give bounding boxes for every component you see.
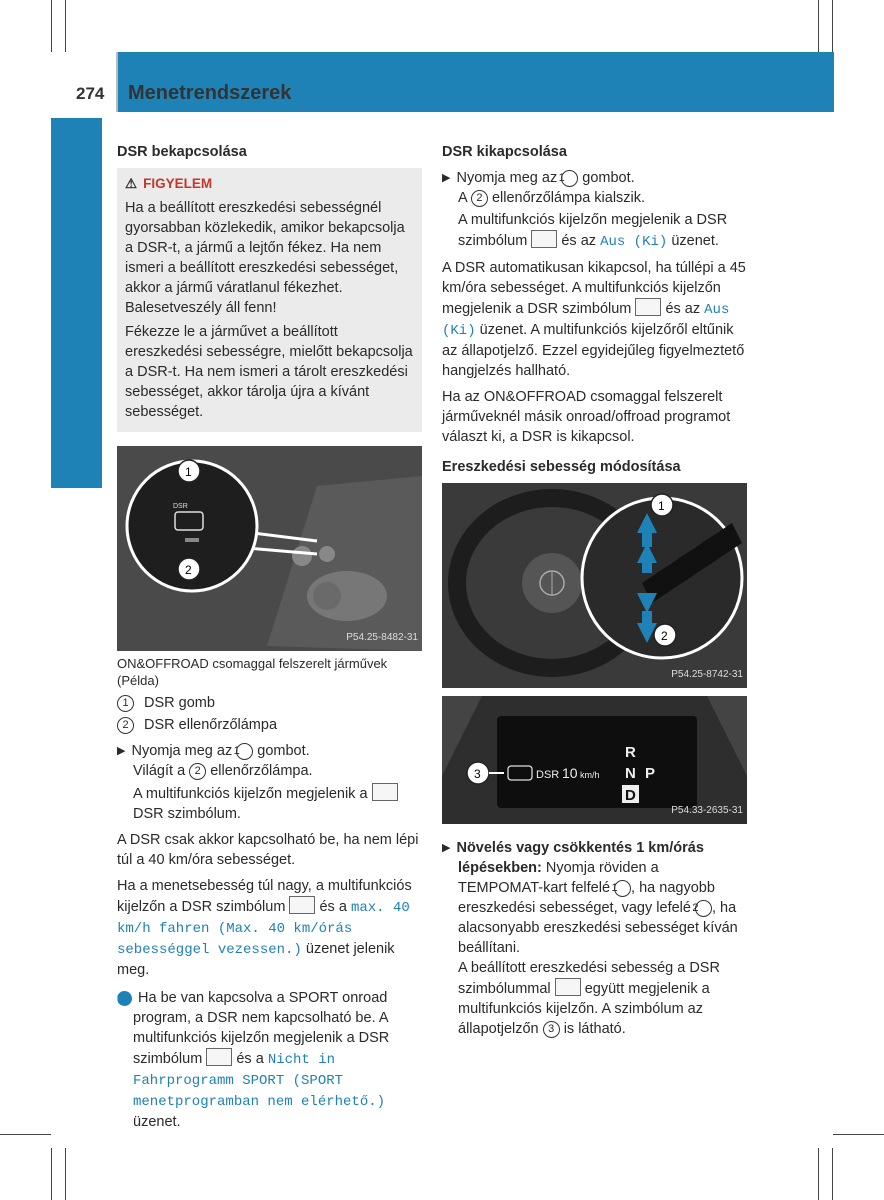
image-ref: P54.33-2635-31	[671, 805, 743, 816]
dsr-button-image	[117, 446, 422, 651]
steering-wheel-illustration	[442, 483, 747, 688]
crop-mark	[65, 0, 66, 52]
crop-mark	[65, 1148, 66, 1200]
gear-d: D	[625, 787, 636, 804]
callout-3: 3	[474, 767, 481, 781]
header-divider	[116, 52, 118, 112]
left-column	[114, 142, 422, 1138]
callout-2: 2	[185, 563, 192, 577]
callout-1: 1	[185, 465, 192, 479]
dsr-speed: 10	[562, 765, 578, 781]
step: ▶ Nyomja meg az 1 gombot.	[117, 743, 310, 759]
step-detail: A 2 ellenőrzőlámpa kialszik.	[458, 190, 646, 206]
ref-number: 2	[471, 190, 488, 207]
paragraph: Ha az ON&OFFROAD csomaggal felszerelt járműveknél másik onroad/offroad programot választ ki, a DSR is kikapcsol.	[442, 389, 731, 445]
crop-mark	[832, 0, 833, 52]
dsr-symbol-icon	[372, 783, 398, 801]
gear-n: N	[625, 765, 636, 782]
section-heading: Ereszkedési sebesség módosítása	[442, 459, 681, 475]
instrument-cluster-image	[442, 696, 747, 824]
ref-number: 1	[614, 880, 631, 897]
dsr-display-label: DSR	[536, 769, 560, 781]
warning-text: Ha a beállított ereszkedési sebességnél gyorsabban közlekedik, amikor bekapcsolja a DSR-t, a jármű a lejtőn fékez. Ha nem ismeri a beállított ereszkedési sebességet, akkor a jármű váratlanul fékezhet. Balesetveszély áll fenn!	[125, 200, 405, 316]
dsr-symbol-icon	[206, 1048, 232, 1066]
legend-number: 2	[117, 717, 134, 734]
right-column	[442, 142, 747, 1045]
chapter-title: Menetrendszerek	[128, 82, 292, 104]
gear-r: R	[625, 744, 636, 761]
paragraph: Ha a menetsebesség túl nagy, a multifunkciós kijelzőn a DSR szimbólum és a max. 40 km/h fahren (Max. 40 km/órás sebességgel vezessen.) üzenet jelenik meg.	[117, 878, 412, 978]
dsr-button-label: DSR	[173, 503, 188, 510]
step-arrow-icon: ▶	[442, 842, 451, 854]
ref-number: 3	[543, 1021, 560, 1038]
step-detail: Világít a 2 ellenőrzőlámpa.	[133, 763, 313, 779]
step-arrow-icon: ▶	[442, 172, 451, 184]
display-message: Aus (Ki)	[600, 234, 668, 250]
display-message: Aus (Ki)	[442, 302, 730, 339]
step: ▶ Növelés vagy csökkentés 1 km/órás lépésekben: Nyomja röviden a TEMPOMAT-kart felfelé 1 , ha nagyobb ereszkedési sebességet, vagy lefelé 2 , ha alacsonyabb ereszkedési sebességet kíván beállítani.	[442, 840, 738, 956]
crop-mark	[832, 1148, 833, 1200]
crop-mark	[51, 0, 52, 52]
legend-text: DSR ellenőrzőlámpa	[144, 717, 278, 733]
section-heading: DSR bekapcsolása	[117, 144, 247, 160]
step-arrow-icon: ▶	[117, 745, 126, 757]
legend-item	[117, 693, 422, 713]
dsr-symbol-icon	[635, 298, 661, 316]
info-icon: i	[117, 991, 132, 1006]
dsr-symbol-icon	[289, 896, 315, 914]
warning-text: Fékezze le a járművet a beállított ereszkedési sebességre, mielőtt bekapcsolja a DSR-t. Ha nem ismeri a tárolt ereszkedési sebességet, akkor tárolja újra a kívánt sebességet.	[125, 324, 413, 420]
dsr-symbol-icon	[555, 978, 581, 996]
section-heading: DSR kikapcsolása	[442, 144, 567, 160]
warning-box	[117, 168, 422, 432]
dsr-symbol-icon	[531, 230, 557, 248]
step-detail: A multifunkciós kijelzőn megjelenik a DSR szimbólum.	[117, 783, 422, 824]
paragraph: A DSR csak akkor kapcsolható be, ha nem lépi túl a 40 km/óra sebességet.	[117, 832, 419, 868]
callout-2: 2	[661, 629, 668, 643]
step: ▶ Nyomja meg az 1 gombot.	[442, 170, 635, 186]
warning-heading: ⚠ FIGYELEM	[125, 176, 213, 191]
info-note: i Ha be van kapcsolva a SPORT onroad program, a DSR nem kapcsolható be. A multifunkciós kijelzőn megjelenik a DSR szimbólum és a Nicht in Fahrprogramm SPORT (SPORT menetprogramban nem elérhető.) üzenet.	[114, 990, 390, 1130]
crop-mark	[51, 1148, 52, 1200]
ref-number: 1	[236, 743, 253, 760]
image-ref: P54.25-8742-31	[671, 669, 743, 680]
callout-1: 1	[658, 499, 665, 513]
page-number: 274	[76, 84, 105, 103]
tempomat-lever-image	[442, 483, 747, 688]
crop-mark	[818, 0, 819, 52]
dsr-speed-unit: km/h	[580, 770, 600, 780]
side-tab-label: Vezetés és parkolás	[62, 232, 87, 440]
display-message: max. 40 km/h fahren (Max. 40 km/órás sebességgel vezessen.)	[117, 900, 410, 958]
step-detail: A beállított ereszkedési sebesség a DSR szimbólummal együtt megjelenik a multifunkciós kijelzőn. A szimbólum az állapotjelzőn 3 is látható.	[458, 960, 720, 1037]
crop-mark	[833, 1134, 884, 1135]
legend-item	[117, 715, 422, 735]
ref-number: 1	[561, 170, 578, 187]
crop-mark	[818, 1148, 819, 1200]
image-ref: P54.25-8482-31	[346, 632, 418, 643]
crop-mark	[0, 1134, 51, 1135]
paragraph: A DSR automatikusan kikapcsol, ha túllépi a 45 km/óra sebességet. A multifunkciós kijelzőn megjelenik a DSR szimbólum és az Aus (Ki) üzenet. A multifunkciós kijelzőről eltűnik az állapotjelző. Ezzel egyidejűleg figyelmeztető hangjelzés hallható.	[442, 260, 746, 379]
display-message: Nicht in Fahrprogramm SPORT (SPORT menetprogramban nem elérhető.)	[133, 1052, 386, 1110]
legend-number: 1	[117, 695, 134, 712]
legend-text: DSR gomb	[144, 695, 215, 711]
center-console-illustration	[117, 446, 422, 651]
image-caption: ON&OFFROAD csomaggal felszerelt járművek (Példa)	[117, 656, 388, 688]
step-detail: A multifunkciós kijelzőn megjelenik a DSR szimbólum és az Aus (Ki) üzenet.	[458, 212, 728, 250]
ref-number: 2	[695, 900, 712, 917]
warning-triangle-icon: ⚠	[125, 176, 138, 191]
ref-number: 2	[189, 763, 206, 780]
gear-p: P	[645, 765, 656, 782]
